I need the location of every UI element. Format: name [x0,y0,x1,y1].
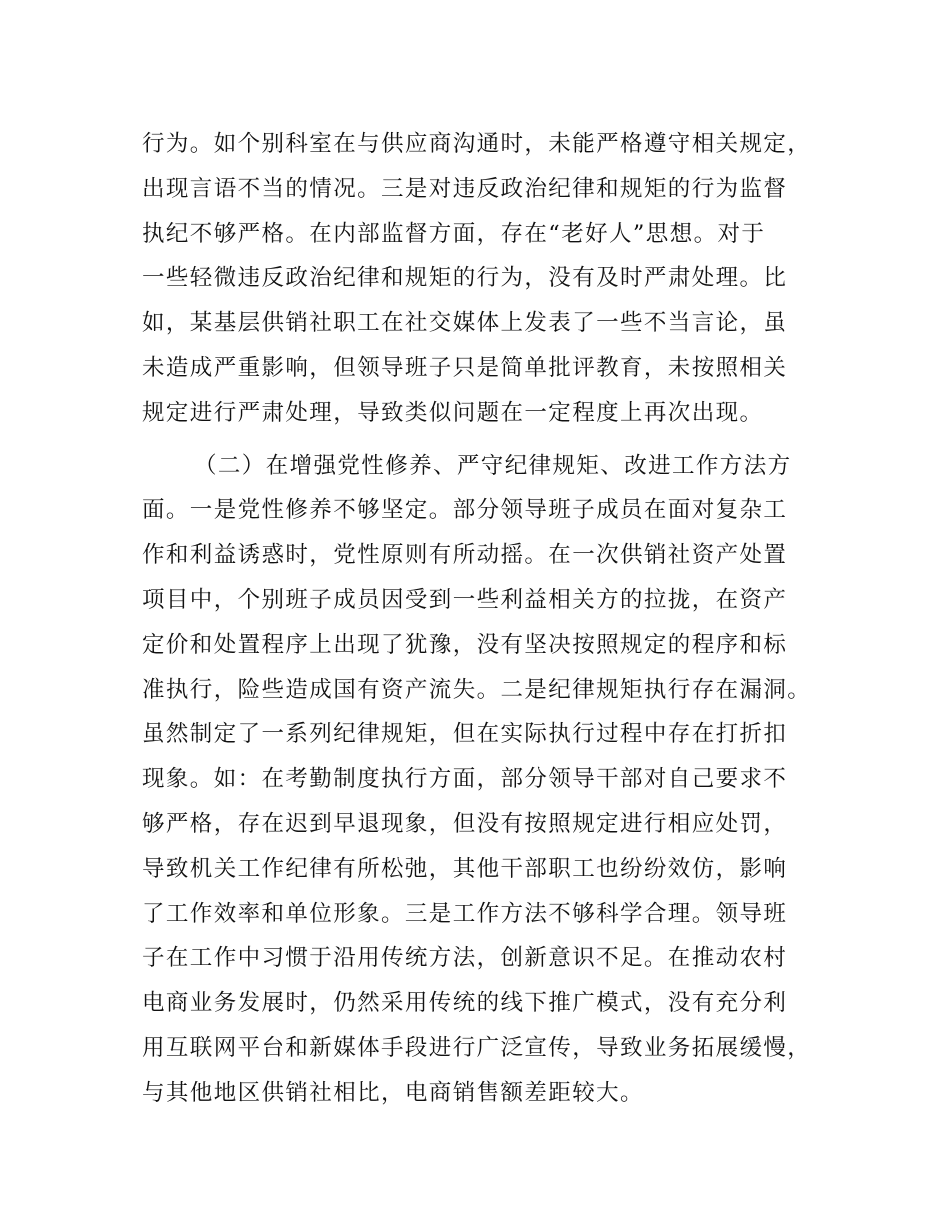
paragraph-spacer [142,436,812,444]
paragraph-line: 行为。如个别科室在与供应商沟通时，未能严格遵守相关规定， [142,131,812,157]
paragraph-line: 了工作效率和单位形象。三是工作方法不够科学合理。领导班 [142,900,788,927]
paragraph-line: 一些轻微违反政治纪律和规矩的行为，没有及时严肃处理。比 [142,265,788,292]
paragraph-line: 够严格，存在迟到早退现象，但没有按照规定进行相应处罚， [142,810,788,837]
paragraph-line: 准执行，险些造成国有资产流失。二是纪律规矩执行存在漏洞。 [142,676,812,703]
paragraph-line: 如，某基层供销社职工在社交媒体上发表了一些不当言论，虽 [142,310,788,337]
section-heading-line: （二）在增强党性修养、严守纪律规矩、改进工作方法方 [194,452,792,479]
paragraph-line: 项目中，个别班子成员因受到一些利益相关方的拉拢，在资产 [142,586,788,613]
paragraph-line: 执纪不够严格。在内部监督方面，存在“老好人”思想。对于 [142,220,766,247]
paragraph-line: 面。一是党性修养不够坚定。部分领导班子成员在面对复杂工 [142,497,788,524]
paragraph-2 [142,444,812,1116]
paragraph-line: 子在工作中习惯于沿用传统方法，创新意识不足。在推动农村 [142,945,788,972]
paragraph-line: 规定进行严肃处理，导致类似问题在一定程度上再次出现。 [142,399,764,426]
paragraph-line: 定价和处置程序上出现了犹豫，没有坚决按照规定的程序和标 [142,631,788,658]
document-body [142,122,812,1116]
paragraph-line: 未造成严重影响，但领导班子只是简单批评教育，未按照相关 [142,354,788,381]
paragraph-line: 现象。如：在考勤制度执行方面，部分领导干部对自己要求不 [142,766,788,793]
paragraph-line: 作和利益诱惑时，党性原则有所动摇。在一次供销社资产处置 [142,542,788,569]
paragraph-line: 出现言语不当的情况。三是对违反政治纪律和规矩的行为监督 [142,175,788,202]
paragraph-1 [142,122,812,436]
paragraph-line: 虽然制定了一系列纪律规矩，但在实际执行过程中存在打折扣 [142,721,788,748]
paragraph-line: 导致机关工作纪律有所松弛，其他干部职工也纷纷效仿，影响 [142,855,788,882]
paragraph-line: 电商业务发展时，仍然采用传统的线下推广模式，没有充分利 [142,990,788,1017]
paragraph-line: 与其他地区供销社相比，电商销售额差距较大。 [142,1079,644,1106]
paragraph-line: 用互联网平台和新媒体手段进行广泛宣传，导致业务拓展缓慢， [142,1034,812,1061]
